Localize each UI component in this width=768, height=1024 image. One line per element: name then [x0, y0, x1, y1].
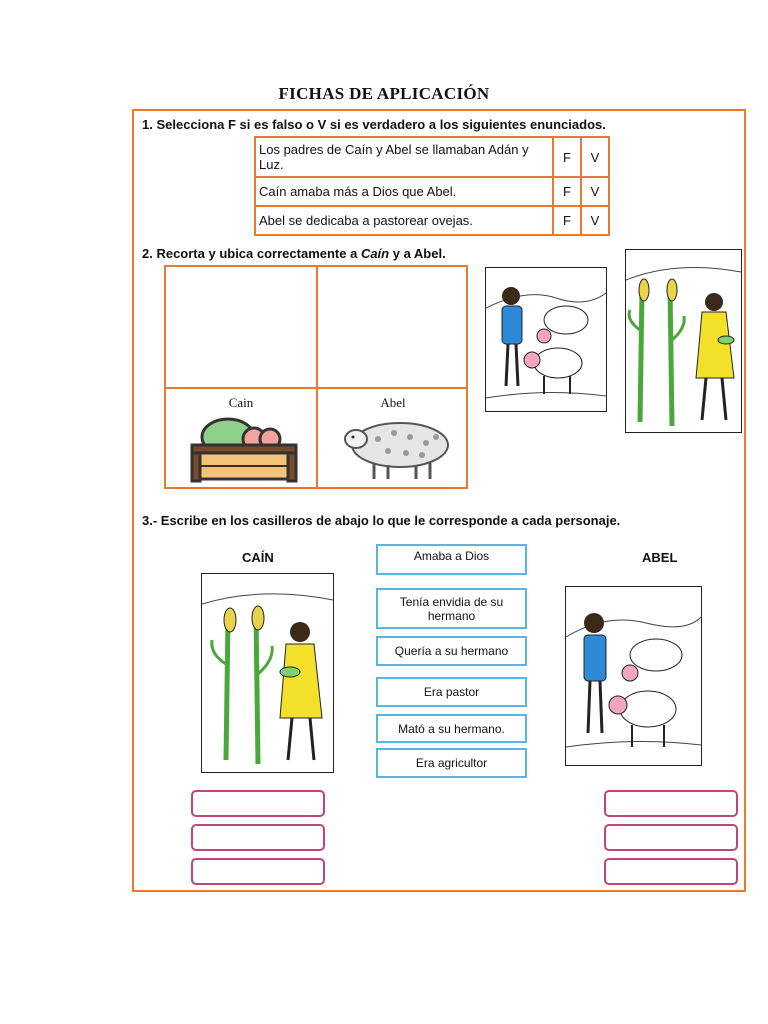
table-row [255, 177, 609, 206]
abel-label: Abel [380, 395, 406, 410]
abel-heading: ABEL [642, 550, 678, 565]
drop-slot-abel[interactable] [318, 267, 468, 387]
statement-1: Los padres de Caín y Abel se llamaban Adán y Luz. [255, 137, 553, 177]
true-false-table [254, 136, 610, 236]
cain-farmer-illustration-large [201, 573, 334, 773]
cain-label: Cain [228, 395, 254, 410]
drop-slot-cain[interactable] [166, 267, 316, 387]
false-option-3[interactable]: F [553, 206, 581, 235]
statement-2: Caín amaba más a Dios que Abel. [255, 177, 553, 206]
table-row [255, 206, 609, 235]
cain-answer-box-3[interactable] [191, 858, 325, 885]
vegetable-crate-icon [188, 415, 300, 483]
question-3-prompt: 3.- Escribe en los casilleros de abajo lo que le corresponde a cada personaje. [142, 513, 621, 528]
table-row [255, 137, 609, 177]
cain-answer-box-1[interactable] [191, 790, 325, 817]
true-option-1[interactable]: V [581, 137, 609, 177]
option-amaba-a-dios[interactable]: Amaba a Dios [376, 544, 527, 575]
cutout-grid [164, 265, 468, 489]
false-option-1[interactable]: F [553, 137, 581, 177]
cain-answer-box-2[interactable] [191, 824, 325, 851]
abel-answer-box-2[interactable] [604, 824, 738, 851]
statement-3: Abel se dedicaba a pastorear ovejas. [255, 206, 553, 235]
question-2-prompt-name: Caín [360, 246, 390, 261]
sheep-icon [338, 415, 456, 485]
question-2-prompt [142, 246, 446, 261]
true-option-3[interactable]: V [581, 206, 609, 235]
question-1-prompt: 1. Selecciona F si es falso o V si es verdadero a los siguientes enunciados. [142, 117, 606, 132]
question-2-prompt-end: y a Abel. [389, 246, 446, 261]
question-2-prompt-start: 2. Recorta y ubica correctamente a [142, 246, 361, 261]
abel-answer-box-3[interactable] [604, 858, 738, 885]
option-era-pastor[interactable]: Era pastor [376, 677, 527, 707]
cain-farmer-illustration [625, 249, 742, 433]
option-era-agricultor[interactable]: Era agricultor [376, 748, 527, 778]
option-tenia-envidia[interactable]: Tenía envidia de su hermano [376, 588, 527, 629]
true-option-2[interactable]: V [581, 177, 609, 206]
abel-shepherd-illustration-large [565, 586, 702, 766]
page-title: FICHAS DE APLICACIÓN [278, 84, 490, 103]
cain-heading: CAÍN [242, 550, 274, 565]
abel-shepherd-illustration [485, 267, 607, 412]
option-mato-a-su-hermano[interactable]: Mató a su hermano. [376, 714, 527, 743]
grid-divider-horizontal [166, 387, 466, 389]
abel-answer-box-1[interactable] [604, 790, 738, 817]
option-queria-a-su-hermano[interactable]: Quería a su hermano [376, 636, 527, 666]
false-option-2[interactable]: F [553, 177, 581, 206]
